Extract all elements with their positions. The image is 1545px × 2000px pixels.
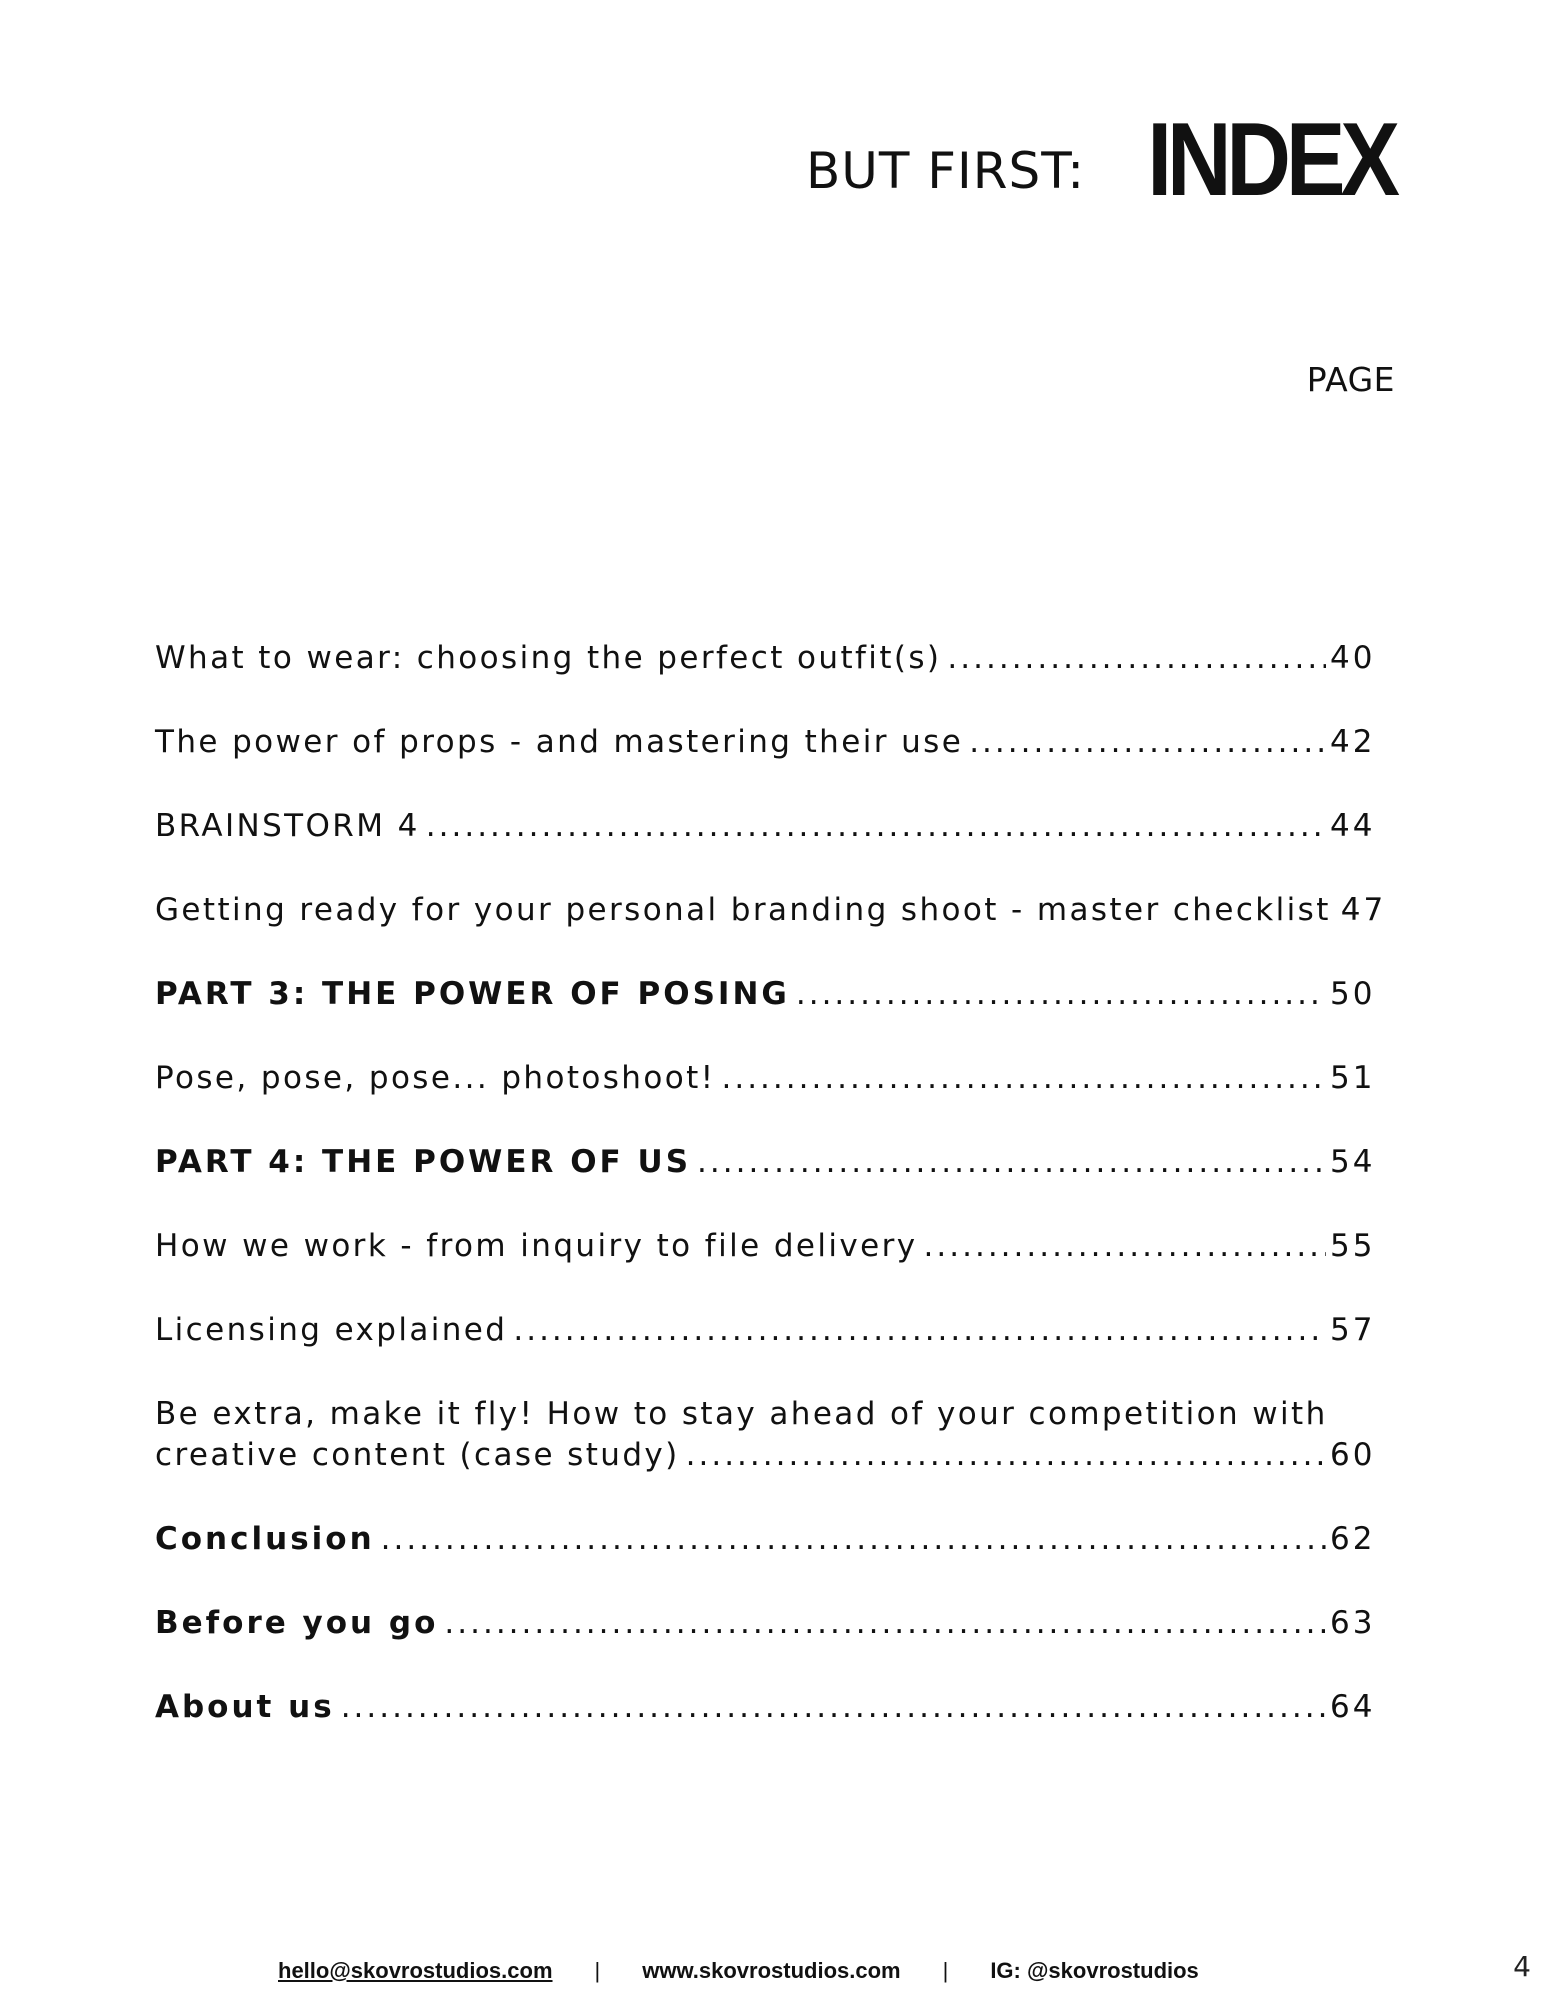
toc-section-heading[interactable] xyxy=(155,1605,1385,1689)
dot-leader xyxy=(426,808,1326,844)
toc-entry-title: What to wear: choosing the perfect outfit(s) xyxy=(155,640,942,676)
toc-entry-page: 44 xyxy=(1330,808,1376,844)
toc-section-heading[interactable] xyxy=(155,1144,1385,1228)
toc-entry-page: 42 xyxy=(1330,724,1376,760)
dot-leader xyxy=(381,1521,1326,1557)
dot-leader xyxy=(721,1060,1326,1096)
toc-entry-title: BRAINSTORM 4 xyxy=(155,808,420,844)
toc-entry-title: Pose, pose, pose... photoshoot! xyxy=(155,1060,716,1096)
website-link[interactable]: www.skovrostudios.com xyxy=(642,1958,901,1983)
toc-entry-title: How we work - from inquiry to file delivery xyxy=(155,1228,918,1264)
toc-entry[interactable] xyxy=(155,1396,1385,1521)
table-of-contents xyxy=(155,640,1385,1773)
toc-section-heading[interactable] xyxy=(155,976,1385,1060)
dot-leader xyxy=(513,1312,1326,1348)
toc-entry-page: 64 xyxy=(1330,1689,1376,1725)
dot-leader xyxy=(444,1605,1326,1641)
toc-entry-title: Getting ready for your personal branding shoot - master checklist xyxy=(155,892,1331,928)
toc-entry[interactable] xyxy=(155,1228,1385,1312)
dot-leader xyxy=(947,640,1326,676)
dot-leader xyxy=(697,1144,1326,1180)
toc-entry-page: 55 xyxy=(1330,1228,1376,1264)
footer-separator: | xyxy=(942,1958,949,1983)
toc-entry-page: 62 xyxy=(1330,1521,1376,1557)
toc-entry-page: 50 xyxy=(1330,976,1376,1012)
toc-entry-title: Licensing explained xyxy=(155,1312,508,1348)
toc-entry-title: The power of props - and mastering their use xyxy=(155,724,964,760)
toc-entry-page: 47 xyxy=(1340,892,1387,928)
toc-entry[interactable] xyxy=(155,808,1385,892)
email-link[interactable]: hello@skovrostudios.com xyxy=(278,1958,553,1983)
dot-leader xyxy=(341,1689,1326,1725)
title-prefix: BUT FIRST: xyxy=(805,142,1086,200)
title-main: INDEX xyxy=(1147,102,1395,219)
toc-entry-title: Conclusion xyxy=(155,1521,375,1557)
page-column-label: PAGE xyxy=(1306,360,1395,399)
toc-entry-title: Before you go xyxy=(155,1605,439,1641)
toc-entry[interactable] xyxy=(155,640,1385,724)
toc-section-heading[interactable] xyxy=(155,1521,1385,1605)
toc-entry-page: 40 xyxy=(1330,640,1376,676)
toc-entry-page: 60 xyxy=(1330,1437,1376,1473)
toc-entry-title-line1: Be extra, make it fly! How to stay ahead of your competition with xyxy=(155,1396,1328,1432)
footer-separator: | xyxy=(594,1958,601,1983)
dot-leader xyxy=(969,724,1326,760)
dot-leader xyxy=(924,1228,1326,1264)
page-number: 4 xyxy=(1513,1950,1531,1983)
toc-section-heading[interactable] xyxy=(155,1689,1385,1773)
page-title xyxy=(805,88,1395,219)
dot-leader xyxy=(686,1437,1326,1473)
instagram-handle[interactable]: IG: @skovrostudios xyxy=(990,1958,1199,1983)
toc-entry[interactable] xyxy=(155,1060,1385,1144)
toc-entry-page: 63 xyxy=(1330,1605,1376,1641)
toc-entry-title: About us xyxy=(155,1689,335,1725)
toc-entry-title: PART 3: THE POWER OF POSING xyxy=(155,976,790,1012)
dot-leader xyxy=(796,976,1326,1012)
toc-entry-page: 57 xyxy=(1330,1312,1376,1348)
footer-contact xyxy=(278,1958,1199,1984)
toc-entry[interactable] xyxy=(155,892,1385,976)
toc-entry-title: PART 4: THE POWER OF US xyxy=(155,1144,692,1180)
toc-entry-page: 51 xyxy=(1330,1060,1376,1096)
toc-entry[interactable] xyxy=(155,724,1385,808)
toc-entry-page: 54 xyxy=(1330,1144,1376,1180)
toc-entry[interactable] xyxy=(155,1312,1385,1396)
toc-entry-title-line2: creative content (case study) xyxy=(155,1437,680,1473)
